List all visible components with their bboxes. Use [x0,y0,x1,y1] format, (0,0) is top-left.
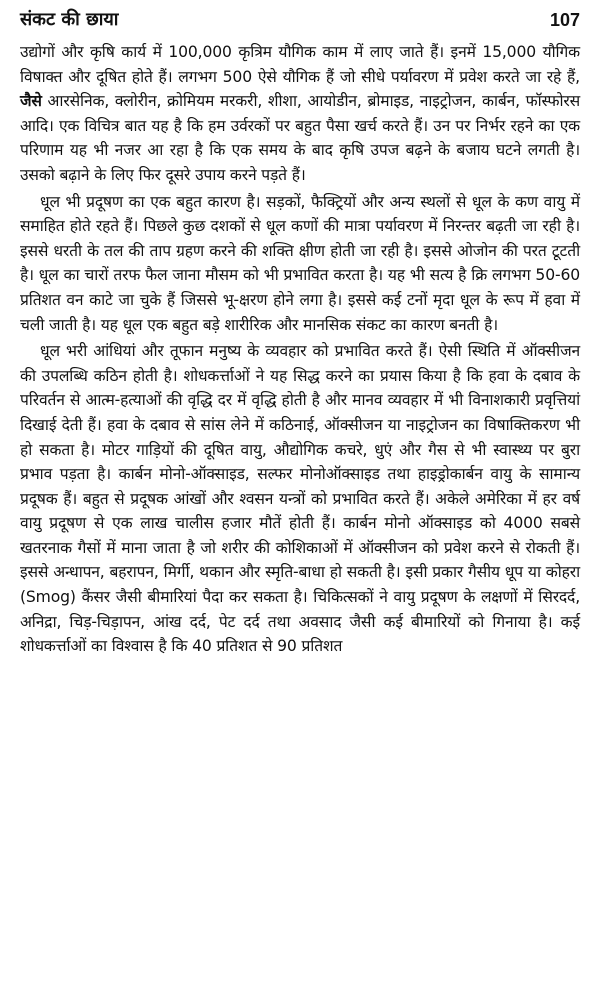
paragraph-1-text-after: आरसेनिक, क्लोरीन, क्रोमियम मरकरी, शीशा, आयोडीन, ब्रोमाइड, नाइट्रोजन, कार्बन, फॉस्फोरस आदि। एक विचित्र बात यह है कि हम उर्वरकों पर बहुत पैसा खर्च करते हैं। उन पर निर्भर रहने का एक परिणाम यह भी नजर आ रहा है कि एक समय के बाद कृषि उपज बढ़ने के बजाय घटने लगती है। उसको बढ़ाने के लिए फिर दूसरे उपाय करने पड़ते हैं। [20,92,580,184]
body-text [20,40,580,659]
paragraph-2: धूल भी प्रदूषण का एक बहुत कारण है। सड़कों, फैक्ट्रियों और अन्य स्थलों से धूल के कण वायु में समाहित होते रहते हैं। पिछले कुछ दशकों से धूल कणों की मात्रा पर्यावरण में निरन्तर बढ़ती जा रही है। इससे धरती के तल की ताप ग्रहण करने की शक्ति क्षीण होती जा रही है। इससे ओजोन की परत टूटती है। धूल का चारों तरफ फैल जाना मौसम को भी प्रभावित करता है। यह भी सत्य है क्रि लगभग 50-60 प्रतिशत वन काटे जा चुके हैं जिससे भू-क्षरण होने लगा है। इससे कई टनों मृदा धूल के रूप में हवा में चली जाती है। यह धूल एक बहुत बड़े शारीरिक और मानसिक संकट का कारण बनती है। [20,192,580,334]
page-number: 107 [549,10,580,30]
paragraph-1-text-before: उद्योगों और कृषि कार्य में 100,000 कृत्रिम यौगिक काम में लाए जाते हैं। इनमें 15,000 यौगिक विषाक्त और दूषित होते हैं। लगभग 500 ऐसे यौगिक हैं जो सीधे पर्यावरण में प्रवेश करते जा रहे हैं, [20,43,580,86]
page-header [20,8,580,38]
paragraph-3: धूल भरी आंधियां और तूफान मनुष्य के व्यवहार को प्रभावित करते हैं। ऐसी स्थिति में ऑक्सीजन की उपलब्धि कठिन होती है। शोधकर्त्ताओं ने यह सिद्ध करने का प्रयास किया है कि हवा के दबाव के परिवर्तन से आत्म-हत्याओं की वृद्धि दर में वृद्धि होती है और मानव व्यवहार में भी विनाशकारी प्रवृत्तियां दिखाई देती हैं। हवा के दबाव से सांस लेने में कठिनाई, ऑक्सीजन या नाइट्रोजन का विषाक्तिकरण भी हो सकता है। मोटर गाड़ियों की दूषित वायु, औद्योगिक कचरे, धुएं और गैस से भी स्वास्थ्य पर बुरा प्रभाव पड़ता है। कार्बन मोनो-ऑक्साइड, सल्फर मोनोऑक्साइड तथा हाइड्रोकार्बन वायु के सामान्य प्रदूषक हैं। बहुत से प्रदूषक आंखों और श्वसन यन्त्रों को प्रभावित करते हैं। अकेले अमेरिका में हर वर्ष वायु प्रदूषण से एक लाख चालीस हजार मौतें होती हैं। कार्बन मोनो ऑक्साइड को 4000 सबसे खतरनाक गैसों में माना जाता है जो शरीर की कोशिकाओं में ऑक्सीजन को प्रवेश करने से रोकती हैं। इससे अन्धापन, बहरापन, मिर्गी, थकान और स्मृति-बाधा हो सकती है। इसी प्रकार गैसीय धूप या कोहरा (Smog) कैंसर जैसी बीमारियां पैदा कर सकता है। चिकित्सकों ने वायु प्रदूषण के लक्षणों में सिरदर्द, अनिद्रा, चिड़-चिड़ापन, आंख दर्द, पेट दर्द तथा अवसाद जैसी कई बीमारियों को गिनाया है। कई शोधकर्त्ताओं का विश्वास है कि 40 प्रतिशत से 90 प्रतिशत [20,342,580,656]
running-title: संकट की छाया [20,9,119,30]
paragraph-1 [20,40,580,188]
paragraph-1-emphasis: जैसे [20,92,42,111]
